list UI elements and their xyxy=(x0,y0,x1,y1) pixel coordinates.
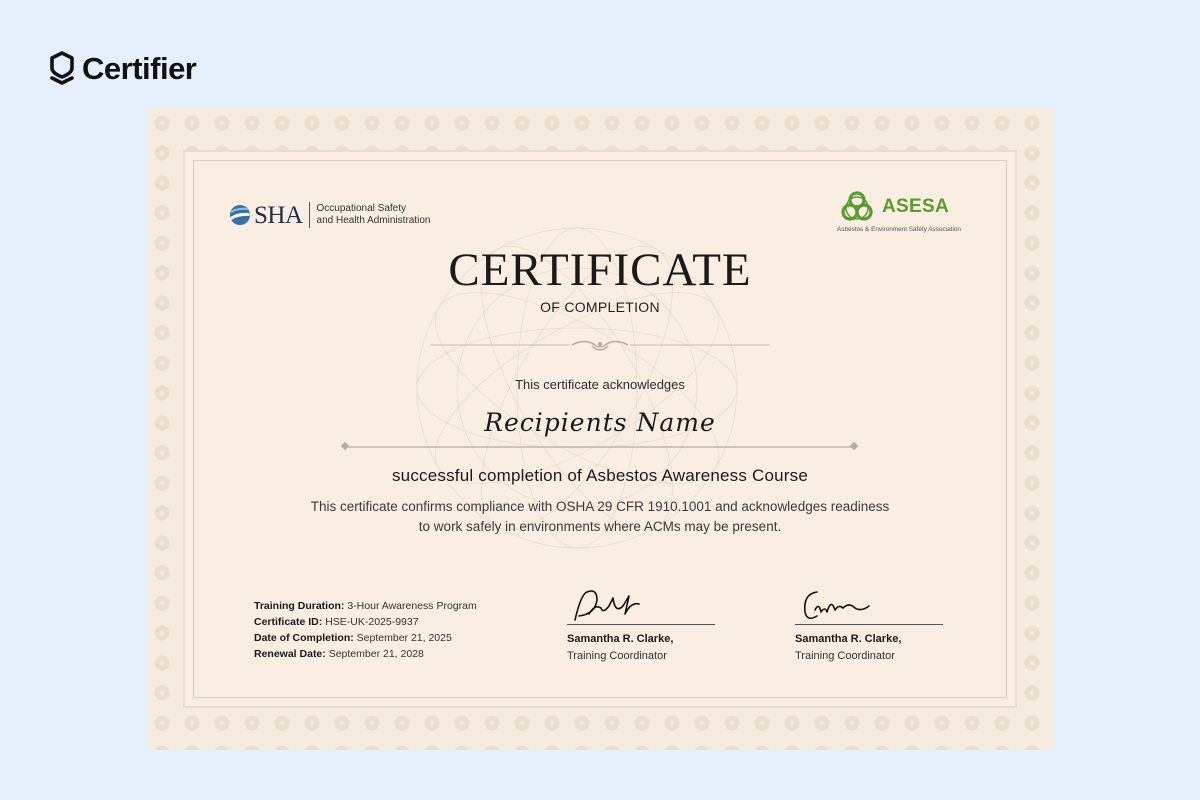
completion-statement: successful completion of Asbestos Awareness Course xyxy=(391,466,808,485)
detail-value: HSE-UK-2025-9937 xyxy=(325,616,419,628)
certificate-subtitle: OF COMPLETION xyxy=(540,299,660,315)
certificate-title: CERTIFICATE xyxy=(448,244,752,296)
biohazard-icon xyxy=(840,190,874,224)
detail-training-duration xyxy=(254,598,477,614)
detail-renewal-date xyxy=(254,646,477,662)
description xyxy=(297,497,903,537)
detail-label: Certificate ID: xyxy=(254,616,323,628)
asesa-full-name: Asbestos & Environment Safety Association xyxy=(837,226,961,233)
signatory-name: Samantha R. Clarke, xyxy=(795,633,902,645)
brand-logo xyxy=(48,48,196,90)
osha-divider xyxy=(309,202,310,228)
certificate xyxy=(147,108,1053,750)
detail-certificate-id xyxy=(254,614,477,630)
signature-line xyxy=(795,624,943,625)
osha-agency-line-1: Occupational Safety xyxy=(316,203,407,214)
asesa-logo xyxy=(837,190,977,233)
certificate-details xyxy=(254,598,477,662)
name-underline xyxy=(340,441,860,453)
osha-wordmark: SHA xyxy=(254,201,303,229)
osha-agency-name xyxy=(317,203,447,227)
signatory-role: Training Coordinator xyxy=(567,650,667,662)
osha-logo xyxy=(229,202,447,228)
detail-label: Date of Completion: xyxy=(254,632,354,644)
detail-date-of-completion xyxy=(254,630,477,646)
description-line-1: This certificate confirms compliance with OSHA 29 CFR 1910.1001 and acknowledges readiness xyxy=(310,499,890,514)
recipient-name: Recipients Name xyxy=(484,408,716,437)
asesa-wordmark: ASESA xyxy=(882,196,949,217)
handwritten-signature-2 xyxy=(795,584,905,624)
handwritten-signature-1 xyxy=(567,584,677,624)
acknowledges-text: This certificate acknowledges xyxy=(515,377,685,392)
detail-label: Renewal Date: xyxy=(254,648,326,660)
shield-chevron-icon xyxy=(48,50,76,88)
brand-name: Certifier xyxy=(82,51,197,86)
detail-label: Training Duration: xyxy=(254,600,345,612)
signatory-role: Training Coordinator xyxy=(795,650,895,662)
detail-value: September 21, 2025 xyxy=(356,632,452,644)
osha-agency-line-2: and Health Administration xyxy=(316,215,431,226)
signature-line xyxy=(567,624,715,625)
signature-block-2 xyxy=(795,584,945,662)
description-line-2: to work safely in environments where ACMs may be present. xyxy=(418,519,782,534)
signatory-name: Samantha R. Clarke, xyxy=(567,633,674,645)
signature-block-1 xyxy=(567,584,717,662)
ornament-divider xyxy=(430,336,770,356)
detail-value: 3-Hour Awareness Program xyxy=(347,600,477,612)
osha-globe-icon xyxy=(229,204,251,226)
detail-value: September 21, 2028 xyxy=(328,648,424,660)
